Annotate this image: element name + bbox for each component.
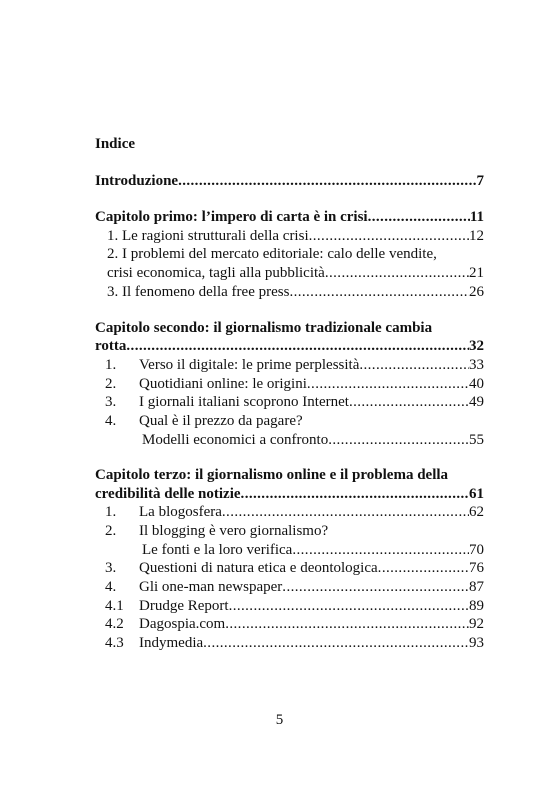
toc-entry-number: 3.: [105, 394, 117, 410]
toc-entry-title: Drudge Report: [139, 598, 229, 614]
toc-entry-title: Le fonti e la loro verifica: [142, 542, 293, 558]
toc-entry-page: 40: [469, 376, 484, 392]
toc-chapter-title: rotta: [95, 338, 127, 354]
toc-entry: [105, 522, 484, 541]
toc-entry-title: Gli one-man newspaper: [139, 579, 283, 595]
toc-entry-page: 7: [476, 173, 484, 189]
toc-entry-page: 49: [469, 394, 484, 410]
toc-entry-page: 26: [469, 284, 484, 300]
toc-entry: [107, 283, 484, 302]
toc-entry: [105, 615, 484, 634]
toc-entry: [142, 431, 484, 450]
toc-chapter-title: credibilità delle notizie: [95, 486, 241, 502]
toc-entry-page: 92: [469, 616, 484, 632]
toc-entry-title-line1: Qual è il prezzo da pagare?: [139, 413, 303, 429]
toc-entry: [105, 578, 484, 597]
toc-entry-title: 3. Il fenomeno della free press: [107, 284, 290, 300]
toc-entry-number: 3.: [105, 560, 117, 576]
toc-entry-title: Questioni di natura etica e deontologica: [139, 560, 378, 576]
toc-entry-number: 4.: [105, 413, 117, 429]
toc-entry: [107, 227, 484, 246]
toc-entry-title: Dagospia.com: [139, 616, 226, 632]
toc-entry-page: 87: [469, 579, 484, 595]
toc-chapter-3-title-line1: Capitolo terzo: il giornalismo online e il problema della: [95, 467, 449, 483]
toc-entry: [105, 412, 484, 431]
toc-entry-number: 4.2: [105, 616, 124, 632]
toc-entry-number: 4.3: [105, 635, 124, 651]
toc-entry: [105, 597, 484, 616]
toc-entry-page: 12: [469, 228, 484, 244]
toc-entry: [105, 559, 484, 578]
toc-entry-number: 4.: [105, 579, 117, 595]
toc-chapter-page: 11: [469, 209, 484, 225]
toc-chapter-3: [95, 485, 484, 504]
toc-chapter-title: Capitolo primo: l’impero di carta è in crisi: [95, 209, 368, 225]
toc-entry-title: 1. Le ragioni strutturali della crisi: [107, 228, 309, 244]
toc-entry: [105, 393, 484, 412]
toc-entry-title-line1: Il blogging è vero giornalismo?: [139, 523, 329, 539]
toc-entry-number: 2.: [105, 523, 117, 539]
toc-entry-title-line1: 2. I problemi del mercato editoriale: calo delle vendite,: [107, 246, 437, 262]
toc-entry-number: 4.1: [105, 598, 124, 614]
toc-chapter-1: [95, 208, 484, 227]
toc-entry: [107, 264, 484, 283]
toc-entry: [105, 356, 484, 375]
page-number: 5: [275, 712, 284, 728]
toc-chapter-page: 61: [469, 486, 484, 502]
toc-entry: [105, 503, 484, 522]
toc-entry-page: 76: [469, 560, 484, 576]
toc-chapter-2-title-line1: Capitolo secondo: il giornalismo tradizionale cambia: [95, 320, 433, 336]
toc-entry-number: 1.: [105, 357, 117, 373]
toc-entry-title: Modelli economici a confronto: [142, 432, 329, 448]
toc-entry-title: Introduzione: [95, 173, 179, 189]
toc-entry: [105, 375, 484, 394]
toc-entry-page: 33: [469, 357, 484, 373]
toc-entry-title: crisi economica, tagli alla pubblicità: [107, 265, 325, 281]
toc-entry-number: 2.: [105, 376, 117, 392]
toc-chapter-page: 32: [469, 338, 484, 354]
toc-entry-introduction: [95, 172, 484, 191]
toc-entry-page: 21: [469, 265, 484, 281]
toc-entry: [105, 634, 484, 653]
toc-entry-title: La blogosfera: [139, 504, 222, 520]
toc-entry-page: 89: [469, 598, 484, 614]
toc-entry-title: Indymedia: [139, 635, 204, 651]
toc-entry-number: 1.: [105, 504, 117, 520]
toc-entry-title: I giornali italiani scoprono Internet: [139, 394, 349, 410]
toc-entry-page: 55: [469, 432, 484, 448]
toc-entry: [142, 541, 484, 560]
toc-entry-page: 62: [469, 504, 484, 520]
toc-entry-title: Quotidiani online: le origini: [139, 376, 307, 392]
toc-chapter-2: [95, 337, 484, 356]
index-heading: Indice: [95, 136, 136, 152]
toc-entry-page: 70: [469, 542, 484, 558]
toc-entry-title: Verso il digitale: le prime perplessità: [139, 357, 360, 373]
toc-entry-page: 93: [469, 635, 484, 651]
